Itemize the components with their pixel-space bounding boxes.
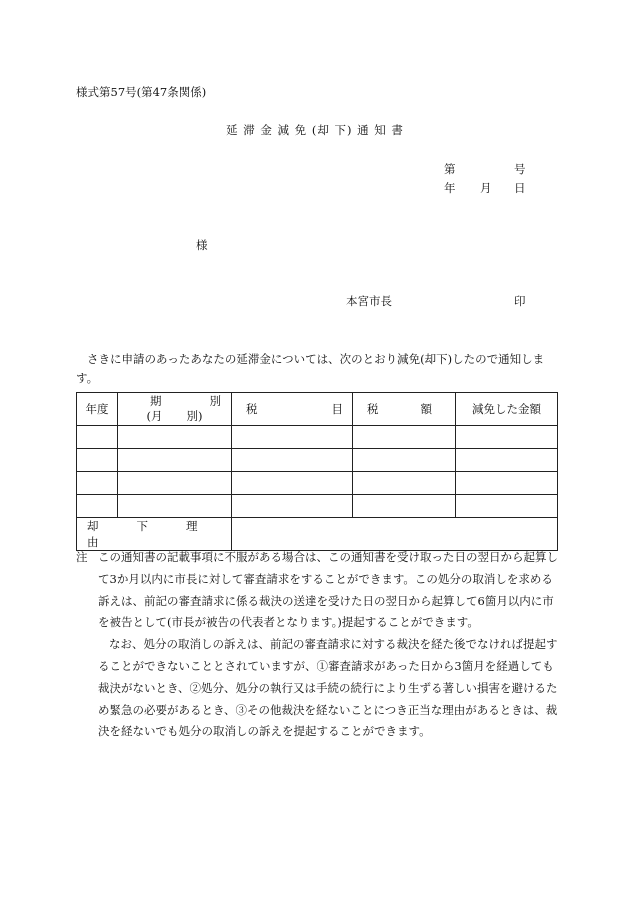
reject-label-char: 理: [186, 519, 198, 533]
cell-fiscal-year[interactable]: [77, 472, 118, 495]
header-tax-item: [232, 393, 353, 426]
cell-period[interactable]: [118, 472, 232, 495]
header-reduced-amount: 減免した金額: [456, 393, 558, 426]
issuer-name: 本宮市長: [346, 294, 392, 308]
date-month-label: 月: [480, 181, 492, 195]
cell-reduced-amount[interactable]: [456, 426, 558, 449]
intro-text: さきに申請のあったあなたの延滞金については、次のとおり減免(却下)したので通知します。: [76, 352, 545, 385]
reject-label-char: 由: [87, 535, 99, 549]
header-tax-item-char-2: 目: [331, 402, 343, 416]
header-period-month-open: (月: [146, 409, 163, 423]
header-period-month-close: 別): [186, 409, 203, 423]
cell-fiscal-year[interactable]: [77, 426, 118, 449]
cell-period[interactable]: [118, 449, 232, 472]
header-tax-amount-char-1: 税: [367, 402, 379, 416]
document-number-suffix: 号: [514, 162, 526, 176]
reject-label-char: 却: [87, 519, 99, 533]
cell-period[interactable]: [118, 426, 232, 449]
recipient-honorific: 様: [196, 238, 208, 252]
document-number-label: 第: [444, 162, 456, 176]
header-fiscal-year: 年度: [77, 393, 118, 426]
table-row: [77, 472, 558, 495]
cell-reduced-amount[interactable]: [456, 472, 558, 495]
reduction-detail-table: [76, 392, 558, 551]
reject-label-char: 下: [136, 519, 148, 533]
cell-fiscal-year[interactable]: [77, 449, 118, 472]
reject-reason-row: [77, 518, 558, 551]
cell-tax-item[interactable]: [232, 495, 353, 518]
note-paragraph-appeal: [76, 547, 560, 634]
date-day-label: 日: [514, 181, 526, 195]
note-paragraph-lawsuit: なお、処分の取消しの訴えは、前記の審査請求に対する裁決を経た後でなければ提起することができないこととされていますが、①審査請求があった日から3箇月を経過しても裁決がないとき、②処分、処分の執行又は手続の続行により生ずる著しい損害を避けるため緊急の必要があるとき、③その他裁決を経ないことにつき正当な理由があるときは、裁決を経ないでも処分の取消しの訴えを提起することができます。: [98, 637, 558, 739]
note-block: [76, 547, 560, 743]
cell-tax-amount[interactable]: [353, 449, 456, 472]
reject-reason-cell[interactable]: [232, 518, 558, 551]
cell-reduced-amount[interactable]: [456, 449, 558, 472]
note-paragraph-1-text: この通知書の記載事項に不服がある場合は、この通知書を受け取った日の翌日から起算して3か月以内に市長に対して審査請求をすることができます。この処分の取消しを求める訴えは、前記の審査請求に係る裁決の送達を受けた日の翌日から起算して6箇月以内に市を被告として(市長が被告の代表者となります。)提起することができます。: [98, 550, 558, 630]
header-period-char-1: 期: [150, 394, 162, 408]
cell-tax-amount[interactable]: [353, 426, 456, 449]
seal-mark: 印: [514, 294, 526, 308]
header-tax-item-char-1: 税: [246, 402, 258, 416]
reject-reason-label: [77, 518, 232, 551]
note-label: 注: [76, 550, 88, 564]
header-period-char-2: 別: [209, 394, 221, 408]
table-header-row: [77, 393, 558, 426]
cell-tax-amount[interactable]: [353, 472, 456, 495]
header-period: [118, 393, 232, 426]
cell-reduced-amount[interactable]: [456, 495, 558, 518]
header-tax-amount: [353, 393, 456, 426]
table-row: [77, 449, 558, 472]
cell-period[interactable]: [118, 495, 232, 518]
cell-tax-item[interactable]: [232, 449, 353, 472]
table-row: [77, 426, 558, 449]
cell-tax-item[interactable]: [232, 472, 353, 495]
date-year-label: 年: [444, 181, 456, 195]
header-tax-amount-char-2: 額: [420, 402, 432, 416]
table-row: [77, 495, 558, 518]
cell-tax-item[interactable]: [232, 426, 353, 449]
document-title: 延 滞 金 減 免 (却 下) 通 知 書: [226, 123, 404, 137]
form-number: 様式第57号(第47条関係): [76, 85, 207, 99]
cell-tax-amount[interactable]: [353, 495, 456, 518]
cell-fiscal-year[interactable]: [77, 495, 118, 518]
